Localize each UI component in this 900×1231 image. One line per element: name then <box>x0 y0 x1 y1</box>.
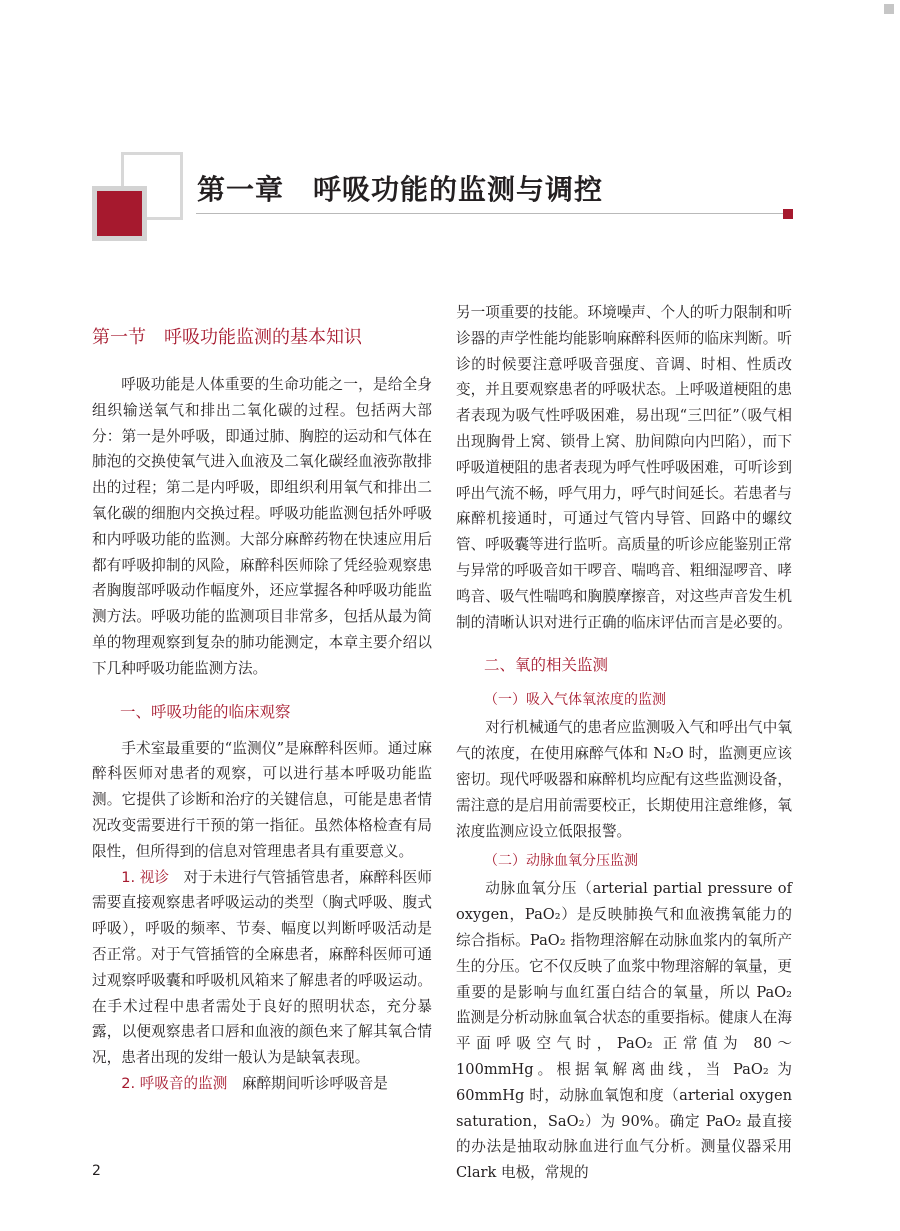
auscultation-label: 2. 呼吸音的监测 <box>121 1074 228 1092</box>
heading-inspired-oxygen: （一）吸入气体氧浓度的监测 <box>484 692 666 709</box>
clinical-paragraph: 手术室最重要的“监测仪”是麻醉科医师。通过麻醉科医师对患者的观察，可以进行基本呼吸功能监测。它提供了诊断和治疗的关键信息，可能是患者情况改变需要进行干预的第一指征。虽然体格检查有局限性，但所得到的信息对管理患者具有重要意义。 <box>92 739 432 860</box>
visual-inspection-text: 对于未进行气管插管患者，麻醉科医师需要直接观察患者呼吸运动的类型（胸式呼吸、腹式呼吸），呼吸的频率、节奏、幅度以判断呼吸活动是否正常。对于气管插管的全麻患者，麻醉科医师可通过观察呼吸囊和呼吸机风箱来了解患者的呼吸运动。在手术过程中患者需处于良好的照明状态，充分暴露，以便观察患者口唇和血液的颜色来了解其氧合情况，患者出现的发绀一般认为是缺氧表现。 <box>92 868 432 1067</box>
auscultation-paragraph <box>92 1071 432 1097</box>
title-marker <box>783 209 793 219</box>
title-rule <box>196 213 786 214</box>
heading-clinical-observation: 一、呼吸功能的临床观察 <box>120 702 291 721</box>
arterial-oxygen-paragraph: 动脉血氧分压（arterial partial pressure of oxygen，PaO₂）是反映肺换气和血液携氧能力的综合指标。PaO₂ 指物理溶解在动脉血浆内的氧所产生的分压。它不仅反映了血浆中物理溶解的氧量，更重要的是影响与血红蛋白结合的氧量，所以 PaO₂ 监测是分析动脉血氧合状态的重要指标。健康人在海平面呼吸空气时，PaO₂ 正常值为 80～100mmHg。根据氧解离曲线，当 PaO₂ 为 60mmHg 时，动脉血氧饱和度（arterial oxygen saturation，SaO₂）为 90%。确定 PaO₂ 最直接的办法是抽取动脉血进行血气分析。测量仪器采用 Clark 电极，常规的 <box>456 880 792 1182</box>
visual-inspection-paragraph <box>92 865 432 1071</box>
visual-inspection-label: 1. 视诊 <box>121 868 169 886</box>
page-number: 2 <box>92 1163 101 1179</box>
heading-arterial-oxygen: （二）动脉血氧分压监测 <box>484 853 638 870</box>
left-column <box>92 300 432 1097</box>
section-title: 第一节 呼吸功能监测的基本知识 <box>92 327 362 348</box>
heading-oxygen-monitoring: 二、氧的相关监测 <box>484 656 609 675</box>
inspired-oxygen-paragraph: 对行机械通气的患者应监测吸入气和呼出气中氧气的浓度，在使用麻醉气体和 N₂O 时，监测更应该密切。现代呼吸器和麻醉机均应配有这些监测设备，需注意的是启用前需要校正，长期使用注意维修，氧浓度监测应设立低限报警。 <box>456 719 792 840</box>
chapter-square-decoration <box>97 191 142 236</box>
corner-decoration <box>884 4 894 14</box>
chapter-title: 第一章 呼吸功能的监测与调控 <box>197 173 604 206</box>
auscultation-continuation: 另一项重要的技能。环境噪声、个人的听力限制和听诊器的声学性能均能影响麻醉科医师的临床判断。听诊的时候要注意呼吸音强度、音调、时相、性质改变，并且要观察患者的呼吸状态。上呼吸道梗阻的患者表现为吸气性呼吸困难，易出现“三凹征”（吸气相出现胸骨上窝、锁骨上窝、肋间隙向内凹陷），而下呼吸道梗阻的患者表现为呼气性呼吸困难，可听诊到呼出气流不畅，呼气用力，呼气时间延长。若患者与麻醉机接通时，可通过气管内导管、回路中的螺纹管、呼吸囊等进行监听。高质量的听诊应能鉴别正常与异常的呼吸音如干啰音、喘鸣音、粗细湿啰音、哮鸣音、吸气性喘鸣和胸膜摩擦音，对这些声音发生机制的清晰认识对进行正确的临床评估而言是必要的。 <box>456 304 792 631</box>
intro-paragraph: 呼吸功能是人体重要的生命功能之一，是给全身组织输送氧气和排出二氧化碳的过程。包括两大部分：第一是外呼吸，即通过肺、胸腔的运动和气体在肺泡的交换使氧气进入血液及二氧化碳经血液弥散排出的过程；第二是内呼吸，即组织利用氧气和排出二氧化碳的细胞内交换过程。呼吸功能监测包括外呼吸和内呼吸功能的监测。大部分麻醉药物在快速应用后都有呼吸抑制的风险，麻醉科医师除了凭经验观察患者胸腹部呼吸动作幅度外，还应掌握各种呼吸功能监测方法。呼吸功能的监测项目非常多，包括从最为简单的物理观察到复杂的肺功能测定，本章主要介绍以下几种呼吸功能监测方法。 <box>92 376 432 677</box>
auscultation-text-start: 麻醉期间听诊呼吸音是 <box>241 1074 388 1092</box>
right-column <box>456 300 792 1186</box>
